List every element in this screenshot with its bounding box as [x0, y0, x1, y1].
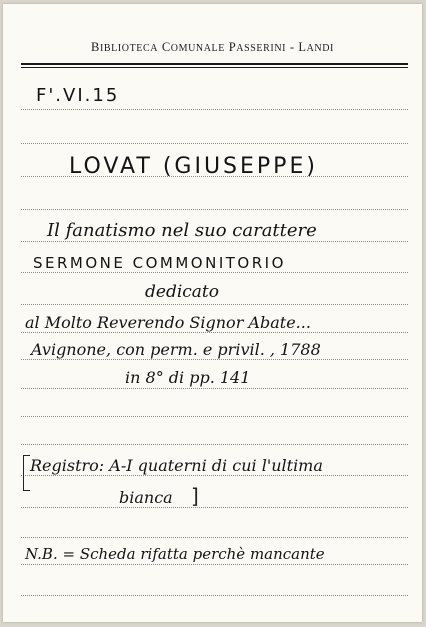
ruled-line: [21, 143, 408, 144]
register-bracket-open: [23, 455, 30, 491]
note-line: N.B. = Scheda rifatta perchè mancante: [25, 545, 325, 563]
ruled-line: [21, 507, 408, 508]
ruled-line: [21, 595, 408, 596]
title-line-2: SERMONE COMMONITORIO: [33, 254, 286, 272]
register-bracket-close: ]: [191, 484, 199, 508]
ruled-line: [21, 109, 408, 110]
author-heading: LOVAT (GIUSEPPE): [69, 154, 318, 179]
ruled-line: [21, 475, 408, 476]
header-rule-thick: [21, 63, 408, 65]
ruled-line: [21, 537, 408, 538]
title-line-4: al Molto Reverendo Signor Abate...: [25, 313, 311, 332]
ruled-line: [21, 444, 408, 445]
title-line-3: dedicato: [145, 282, 219, 302]
ruled-line: [21, 416, 408, 417]
ruled-line: [21, 359, 408, 360]
ruled-line: [21, 209, 408, 210]
shelfmark: F'.VI.15: [36, 85, 120, 106]
catalog-card: [3, 4, 422, 622]
title-line-1: Il fanatismo nel suo carattere: [47, 220, 317, 241]
ruled-line: [21, 241, 408, 242]
ruled-line: [21, 272, 408, 273]
ruled-line: [21, 304, 408, 305]
library-header: BIBLIOTECA COMUNALE PASSERINI - LANDI: [91, 40, 334, 54]
register-line-1: Registro: A-I quaterni di cui l'ultima: [30, 456, 323, 475]
register-line-2: bianca: [119, 488, 173, 507]
ruled-line: [21, 388, 408, 389]
imprint-line: Avignone, con perm. e privil. , 1788: [31, 340, 321, 359]
ruled-line: [21, 332, 408, 333]
header-rule-thin: [21, 67, 408, 68]
format-line: in 8° di pp. 141: [125, 368, 251, 387]
ruled-line: [21, 564, 408, 565]
